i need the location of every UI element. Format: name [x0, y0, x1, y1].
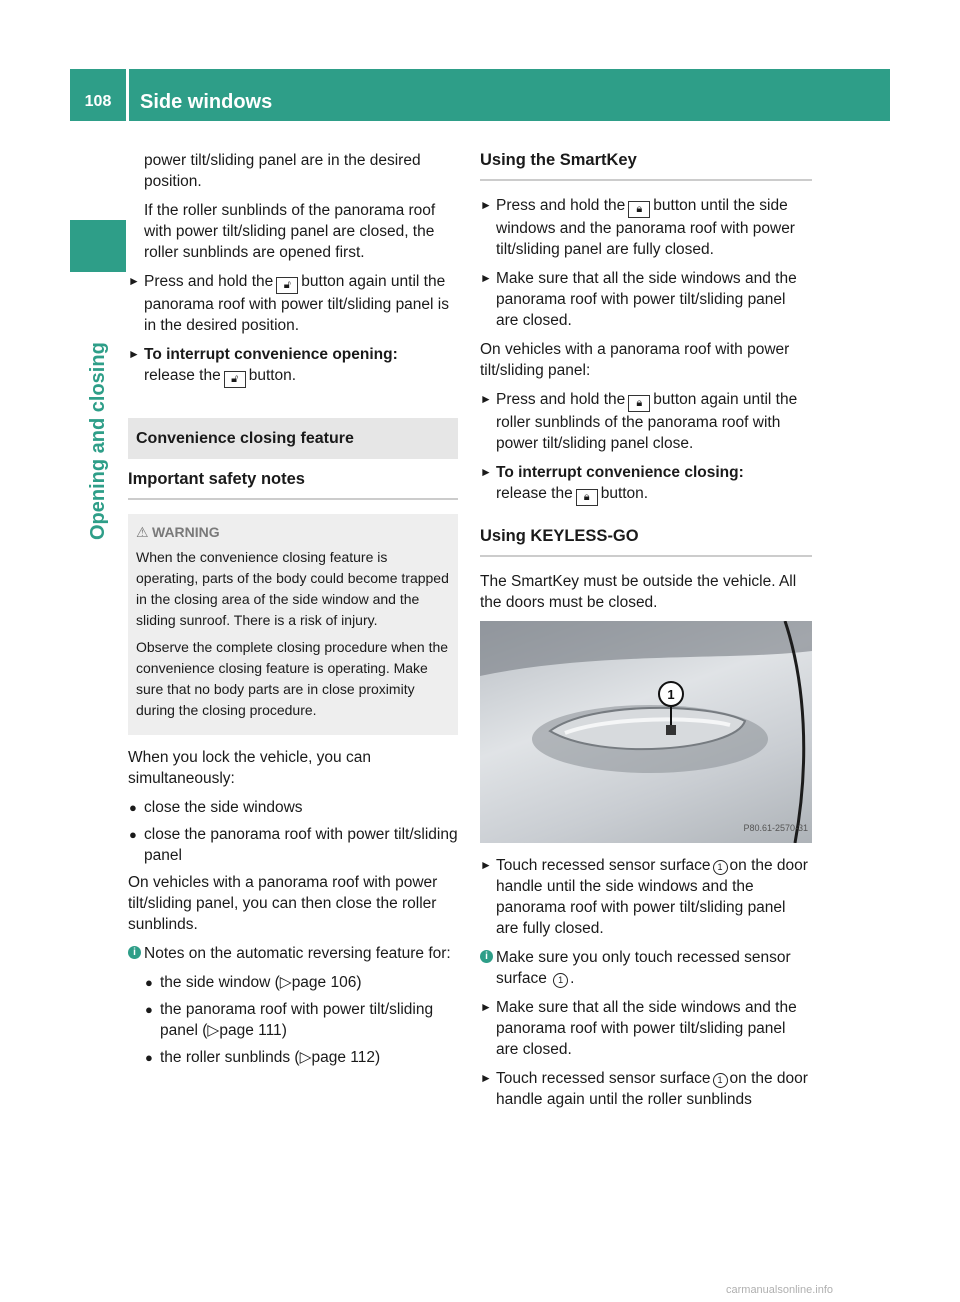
- info-note: i Make sure you only touch recessed sensor surface 1 .: [480, 947, 812, 989]
- step-press-hold-open: ► Press and hold the 🔓︎ button again until the panorama roof with power tilt/sliding panel is in the desired position.: [128, 273, 449, 334]
- list-item: ● the roller sunblinds (▷page 112): [145, 1049, 381, 1066]
- convenience-closing-heading: Convenience closing feature: [128, 418, 458, 459]
- roller-note: If the roller sunblinds of the panorama roof with power tilt/sliding panel are closed, the roller sunblinds are opened first.: [144, 202, 436, 261]
- lock-key-icon: 🔒︎: [628, 395, 650, 412]
- warning-text: When the convenience closing feature is operating, parts of the body could become trapped in the closing area of the side window and the sliding sunroof. There is a risk of injury.: [136, 549, 449, 628]
- lock-key-icon: 🔒︎: [628, 201, 650, 218]
- callout-marker: 1: [713, 860, 728, 875]
- vehicles-note: On vehicles with a panorama roof with power tilt/sliding panel:: [480, 341, 790, 379]
- chapter-tab: [70, 220, 126, 272]
- door-handle-photo: [480, 621, 812, 843]
- step-press-hold-again: ► Press and hold the 🔒︎ button again until the roller sunblinds of the panorama roof with power tilt/sliding panel close.: [480, 391, 798, 452]
- step-touch-sensor: ► Touch recessed sensor surface 1 on the door handle until the side windows and the panorama roof with power tilt/sliding panel are fully closed.: [480, 857, 808, 937]
- list-item: ● close the panorama roof with power tilt/sliding panel: [129, 826, 458, 864]
- step-interrupt-opening: ► To interrupt convenience opening: release the 🔓︎ button.: [128, 344, 458, 388]
- bullet-icon: ●: [129, 800, 137, 815]
- watermark: carmanualsonline.info: [726, 1284, 834, 1296]
- list-item: ● the panorama roof with power tilt/sliding panel (▷page 111): [145, 1001, 434, 1039]
- info-note: i Notes on the automatic reversing feature for:: [128, 943, 458, 964]
- step-arrow-icon: ►: [480, 465, 492, 479]
- door-handle-illustration: [480, 621, 812, 843]
- callout-number: 1: [667, 687, 675, 702]
- step-check-closed-kg: ► Make sure that all the side windows and the panorama roof with power tilt/sliding panel are closed.: [480, 999, 797, 1058]
- list-item: ● close the side windows: [129, 799, 303, 816]
- lock-key-icon: 🔒︎: [576, 489, 598, 506]
- roller-text: On vehicles with a panorama roof with power tilt/sliding panel, you can then close the roller sunblinds.: [128, 874, 438, 933]
- page-ref-link[interactable]: page 106: [291, 974, 357, 991]
- step-arrow-icon: ►: [128, 347, 140, 361]
- page-header: [70, 69, 890, 121]
- page-ref-arrow-icon: ▷: [279, 974, 292, 991]
- step-arrow-icon: ►: [480, 271, 492, 285]
- header-separator: [126, 69, 129, 121]
- page-number: 108: [84, 93, 112, 110]
- continued-text: power tilt/sliding panel are in the desired position.: [144, 152, 421, 190]
- keyless-intro: The SmartKey must be outside the vehicle. All the doors must be closed.: [480, 573, 797, 611]
- page-ref-link[interactable]: page 111: [219, 1022, 282, 1039]
- step-arrow-icon: ►: [480, 198, 492, 212]
- step-check-closed: ► Make sure that all the side windows and the panorama roof with power tilt/sliding panel are closed.: [480, 270, 797, 329]
- step-touch-sensor-again: ► Touch recessed sensor surface 1 on the door handle again until the roller sunblinds: [480, 1070, 808, 1108]
- warning-text: Observe the complete closing procedure when the convenience closing feature is operating. Make sure that no body parts are in close proximity during the closing procedure.: [136, 639, 449, 718]
- step-interrupt-closing: ► To interrupt convenience closing: release the 🔒︎ button.: [480, 462, 812, 506]
- step-press-hold-close: ► Press and hold the 🔒︎ button until the side windows and the panorama roof with power tilt/sliding panel are fully closed.: [480, 197, 795, 258]
- bullet-icon: ●: [145, 975, 153, 990]
- keyless-go-heading: Using KEYLESS-GO: [480, 526, 812, 557]
- left-column: [128, 150, 458, 1074]
- lock-intro: When you lock the vehicle, you can simultaneously:: [128, 749, 371, 787]
- safety-notes-heading: Important safety notes: [128, 469, 458, 500]
- bullet-icon: ●: [145, 1002, 153, 1017]
- step-arrow-icon: ►: [480, 858, 492, 872]
- step-arrow-icon: ►: [480, 1000, 492, 1014]
- warning-heading: ⚠︎ WARNING: [136, 522, 452, 543]
- info-icon: i: [480, 950, 493, 963]
- section-title: Side windows: [140, 91, 273, 113]
- unlock-key-icon: 🔓︎: [276, 277, 298, 294]
- warning-triangle-icon: ⚠︎: [136, 524, 149, 540]
- chapter-label: Opening and closing: [87, 342, 109, 540]
- right-column: [480, 150, 812, 1118]
- step-arrow-icon: ►: [480, 392, 492, 406]
- callout-marker: 1: [553, 973, 568, 988]
- step-heading: To interrupt convenience opening:: [144, 346, 398, 363]
- callout-marker: 1: [713, 1073, 728, 1088]
- photo-code: P80.61-2570-31: [743, 823, 808, 833]
- page-ref-arrow-icon: ▷: [299, 1049, 312, 1066]
- step-arrow-icon: ►: [128, 274, 140, 288]
- bullet-icon: ●: [145, 1050, 153, 1065]
- page-ref-arrow-icon: ▷: [207, 1022, 220, 1039]
- page-ref-link[interactable]: page 112: [311, 1049, 375, 1066]
- step-arrow-icon: ►: [480, 1071, 492, 1085]
- bullet-icon: ●: [129, 827, 137, 842]
- smartkey-heading: Using the SmartKey: [480, 150, 812, 181]
- unlock-key-icon: 🔓︎: [224, 371, 246, 388]
- list-item: ● the side window (▷page 106): [145, 974, 362, 991]
- warning-box: [128, 514, 458, 735]
- step-heading: To interrupt convenience closing:: [496, 464, 744, 481]
- info-icon: i: [128, 946, 141, 959]
